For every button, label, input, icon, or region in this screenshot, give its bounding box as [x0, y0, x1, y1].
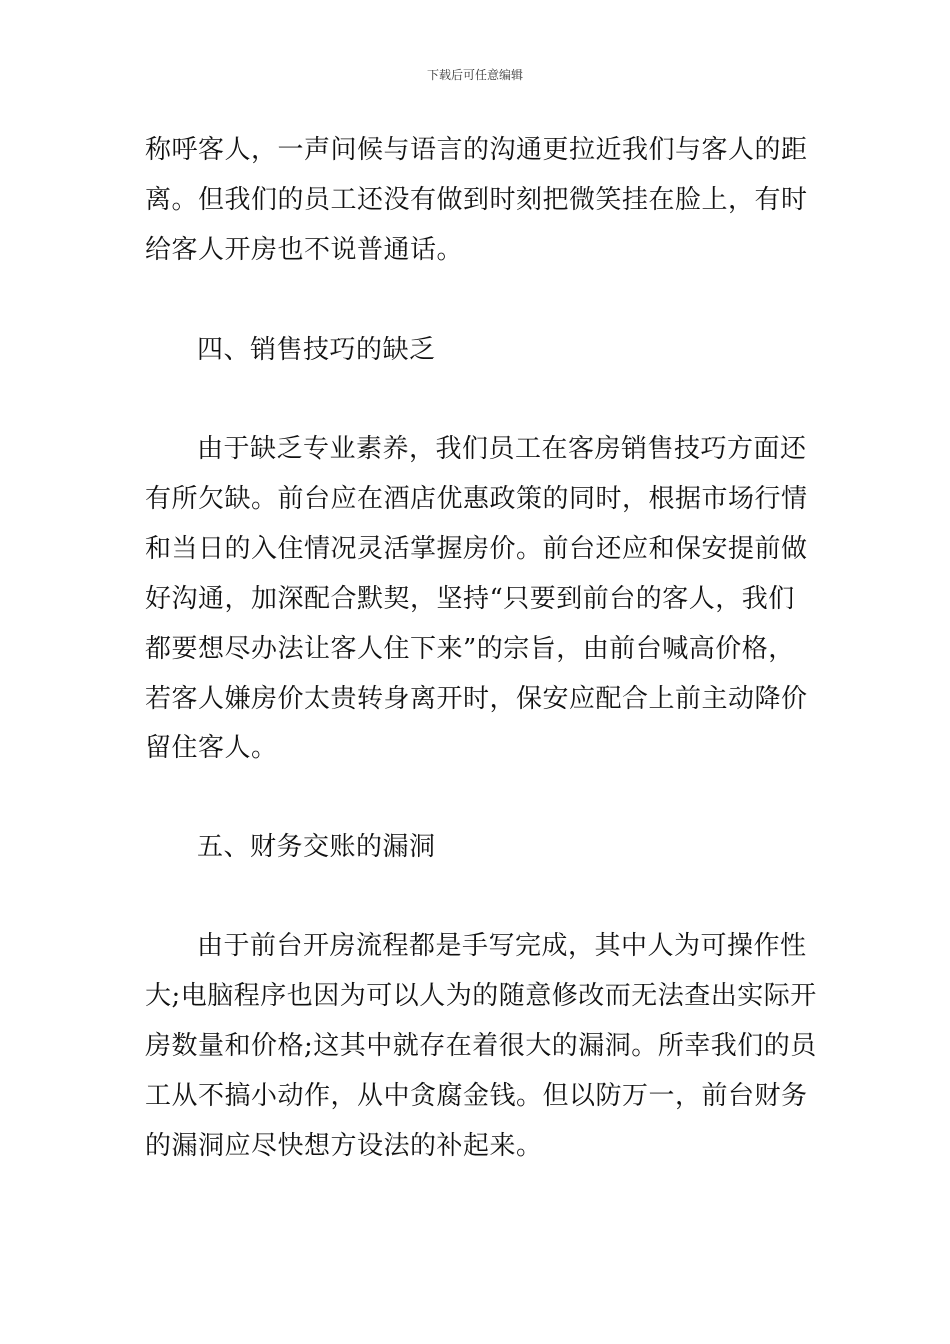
paragraph-line: 的漏洞应尽快想方设法的补起来。: [145, 1131, 543, 1161]
section-heading: 四、销售技巧的缺乏: [197, 335, 436, 365]
paragraph-line: 有所欠缺。前台应在酒店优惠政策的同时，根据市场行情: [145, 484, 808, 514]
paragraph-line: 由于缺乏专业素养，我们员工在客房销售技巧方面还: [197, 434, 807, 464]
paragraph-line: 离。但我们的员工还没有做到时刻把微笑挂在脸上，有时: [145, 185, 808, 215]
paragraph-line: 房数量和价格;这其中就存在着很大的漏洞。所幸我们的员: [145, 1031, 817, 1061]
header-note: 下载后可任意编辑: [426, 68, 523, 82]
paragraph-line: 都要想尽办法让客人住下来”的宗旨，由前台喊高价格，: [145, 634, 795, 664]
paragraph-line: 好沟通，加深配合默契，坚持“只要到前台的客人，我们: [145, 584, 795, 614]
paragraph-line: 工从不搞小动作，从中贪腐金钱。但以防万一，前台财务: [145, 1081, 808, 1111]
section-heading: 五、财务交账的漏洞: [197, 832, 436, 862]
paragraph-line: 给客人开房也不说普通话。: [145, 235, 464, 265]
paragraph-line: 由于前台开房流程都是手写完成，其中人为可操作性: [197, 931, 807, 961]
paragraph-line: 和当日的入住情况灵活掌握房价。前台还应和保安提前做: [145, 534, 808, 564]
paragraph-line: 称呼客人，一声问候与语言的沟通更拉近我们与客人的距: [145, 135, 808, 165]
paragraph-line: 若客人嫌房价太贵转身离开时，保安应配合上前主动降价: [145, 684, 808, 714]
paragraph-line: 大;电脑程序也因为可以人为的随意修改而无法查出实际开: [145, 981, 817, 1011]
paragraph-line: 留住客人。: [145, 733, 278, 763]
